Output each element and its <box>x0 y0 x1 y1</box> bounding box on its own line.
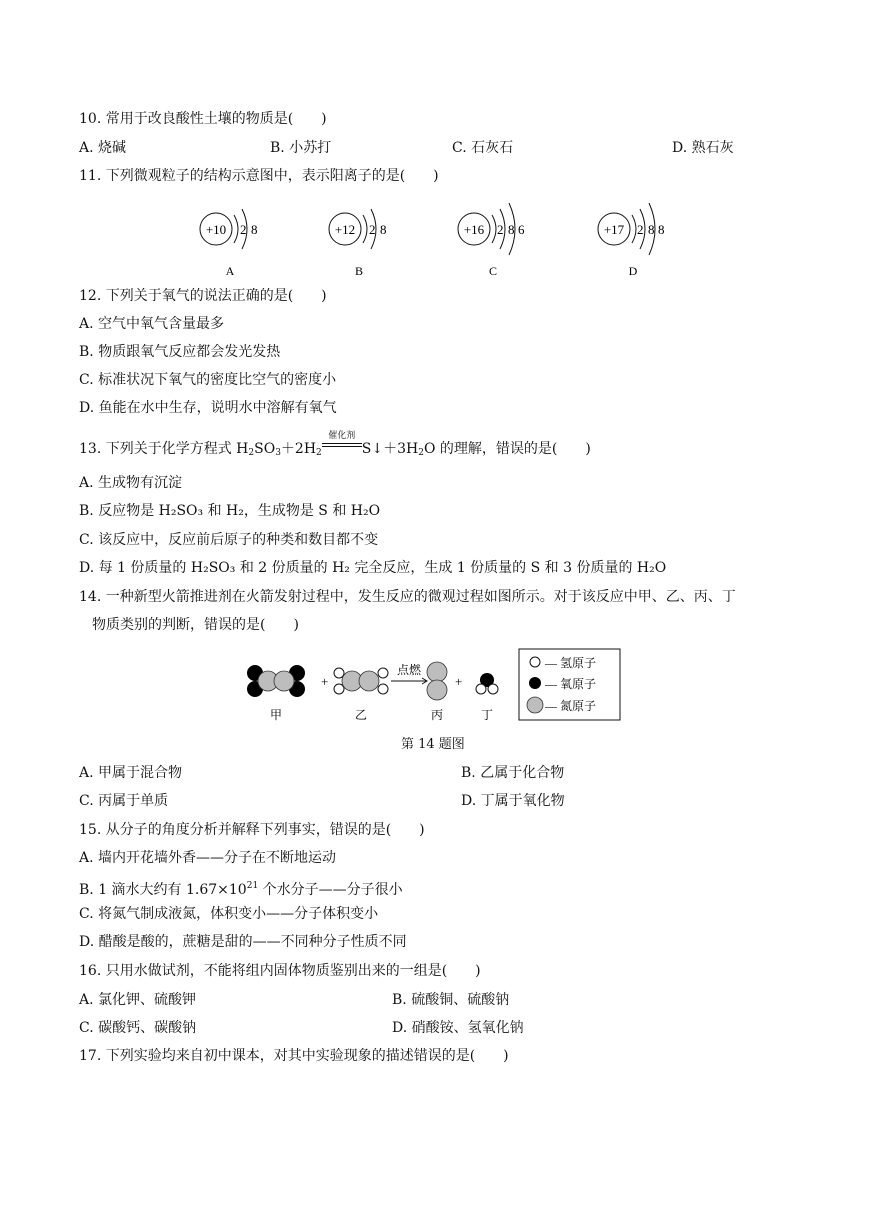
catalyst-label: 催化剂 <box>328 431 356 441</box>
atom-b-shell-2: 8 <box>380 222 387 237</box>
q12-option-b: B. 物质跟氧气反应都会发光发热 <box>79 344 281 360</box>
atom-d-nucleus: +17 <box>603 222 625 237</box>
q13-option-d: D. 每 1 份质量的 H₂SO₃ 和 2 份质量的 H₂ 完全反应，生成 1 份质量的 S 和 3 份质量的 H₂O <box>79 560 667 576</box>
atom-a-shell-2: 8 <box>251 222 258 237</box>
figure-caption: 第 14 题图 <box>401 737 465 752</box>
q12-stem: 12. 下列关于氧气的说法正确的是( ) <box>79 288 327 304</box>
q16-option-b: B. 硫酸铜、硫酸钠 <box>392 992 510 1008</box>
catalyst-arrow <box>322 431 362 453</box>
q15-option-c: C. 将氮气制成液氮，体积变小——分子体积变小 <box>79 906 379 922</box>
molecule-jia <box>247 665 305 697</box>
q10-option-d: D. 熟石灰 <box>672 140 734 156</box>
label-jia: 甲 <box>269 708 283 722</box>
label-yi: 乙 <box>354 708 368 722</box>
legend-box <box>519 649 620 720</box>
label-ding: 丁 <box>480 708 494 722</box>
atom-a-nucleus: +10 <box>205 222 227 237</box>
atom-a-shell-1: 2 <box>240 222 247 237</box>
q12-option-d: D. 鱼能在水中生存，说明水中溶解有氧气 <box>79 400 337 416</box>
q14-option-a: A. 甲属于混合物 <box>79 765 183 781</box>
q16-stem: 16. 只用水做试剂，不能将组内固体物质鉴别出来的一组是( ) <box>79 963 481 979</box>
q13-option-a: A. 生成物有沉淀 <box>79 475 183 491</box>
molecule-ding <box>476 673 498 694</box>
atom-d-shell-2: 8 <box>648 222 655 237</box>
atom-d-label: D <box>628 264 638 278</box>
plus-sign-1: + <box>321 674 329 689</box>
atom-diagram-a <box>200 209 258 278</box>
q14-option-b: B. 乙属于化合物 <box>461 765 565 781</box>
label-bing: 丙 <box>430 708 444 722</box>
atom-a-label: A <box>225 264 235 278</box>
q15-option-b: B. 1 滴水大约有 $1.67\times 10^{21}$ 个水分子——分子很小 <box>79 881 403 898</box>
q12-option-c: C. 标准状况下氧气的密度比空气的密度小 <box>79 372 337 388</box>
atom-d-shell-3: 8 <box>658 222 665 237</box>
q15-option-d: D. 醋酸是酸的，蔗糖是甜的——不同种分子性质不同 <box>79 934 407 950</box>
legend-oxygen: — 氧原子 <box>545 677 597 691</box>
q15-stem: 15. 从分子的角度分析并解释下列事实，错误的是( ) <box>79 822 425 838</box>
q10-option-a: A. 烧碱 <box>79 140 127 156</box>
reaction-figure <box>243 648 623 726</box>
atom-diagram-d <box>598 203 665 278</box>
atom-b-label: B <box>354 264 364 278</box>
q14-stem-line2: 物质类别的判断，错误的是( ) <box>92 617 299 633</box>
q17-stem: 17. 下列实验均来自初中课本，对其中实验现象的描述错误的是( ) <box>79 1048 509 1064</box>
q14-stem-line1: 14. 一种新型火箭推进剂在火箭发射过程中，发生反应的微观过程如图所示。对于该反应中甲、乙、丙、丁 <box>79 589 736 605</box>
q12-option-a: A. 空气中氧气含量最多 <box>79 316 225 332</box>
atom-c-shell-2: 8 <box>508 222 515 237</box>
q13-option-b: B. 反应物是 H₂SO₃ 和 H₂，生成物是 S 和 H₂O <box>79 503 381 519</box>
legend-hydrogen: — 氢原子 <box>545 656 597 670</box>
q13-stem: 13. 下列关于化学方程式 $H_2SO_3+2H_2$ 催化剂 $S↓+3H_2O$ 的理解，错误的是( ) <box>79 439 591 462</box>
atom-c-shell-1: 2 <box>497 222 504 237</box>
q10-stem: 10. 常用于改良酸性土壤的物质是( ) <box>79 111 327 127</box>
atom-c-label: C <box>488 264 498 278</box>
atom-d-shell-1: 2 <box>637 222 644 237</box>
atom-c-shell-3: 6 <box>518 222 525 237</box>
atom-c-nucleus: +16 <box>463 222 485 237</box>
atom-diagram-c <box>458 203 525 278</box>
q13-option-c: C. 该反应中，反应前后原子的种类和数目都不变 <box>79 532 379 548</box>
molecule-bing <box>427 662 447 700</box>
atom-structure-diagrams <box>190 195 690 281</box>
q16-option-a: A. 氯化钾、硫酸钾 <box>79 992 197 1008</box>
atom-b-nucleus: +12 <box>334 222 356 237</box>
q14-option-c: C. 丙属于单质 <box>79 793 169 809</box>
q14-option-d: D. 丁属于氧化物 <box>461 793 565 809</box>
q16-option-d: D. 硝酸铵、氢氧化钠 <box>392 1020 524 1036</box>
q10-option-c: C. 石灰石 <box>452 140 514 156</box>
q15-option-a: A. 墙内开花墙外香——分子在不断地运动 <box>79 850 337 866</box>
q10-option-b: B. 小苏打 <box>270 140 332 156</box>
legend-nitrogen: — 氮原子 <box>545 699 597 713</box>
molecule-yi <box>334 668 388 694</box>
atom-diagram-b <box>329 209 387 278</box>
q16-option-c: C. 碳酸钙、碳酸钠 <box>79 1020 197 1036</box>
atom-b-shell-1: 2 <box>369 222 376 237</box>
ignite-label: 点燃 <box>396 663 422 677</box>
plus-sign-2: + <box>455 674 463 689</box>
q11-stem: 11. 下列微观粒子的结构示意图中，表示阳离子的是( ) <box>79 168 439 184</box>
